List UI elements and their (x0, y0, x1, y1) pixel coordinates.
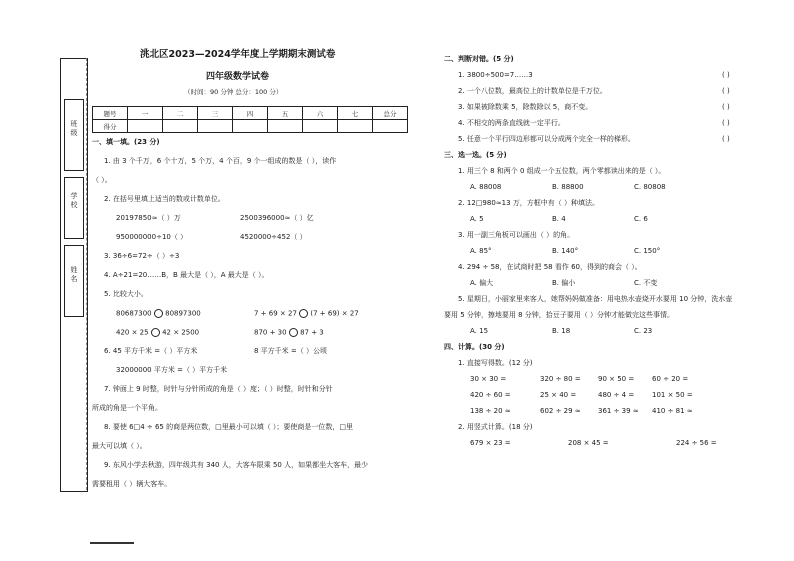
choice-option: B. 88800 (552, 183, 584, 191)
q9-line1: 9. 东风小学去秋游，四年级共有 340 人，大客车限乘 50 人，如果都坐大客车，最少 (104, 461, 369, 469)
q2-item: 4520000÷452（ ） (240, 233, 307, 241)
name-box (64, 245, 84, 317)
calc-item: 25 × 40 = (540, 391, 577, 399)
judge-item: 4. 不相交的两条直线就一定平行。 (458, 119, 565, 127)
score-cell: 三 (198, 107, 233, 120)
compare-item (116, 328, 199, 338)
q5-line: 5. 比较大小。 (104, 290, 148, 298)
choice-question: 2. 12□980≈13 万，方框中有（ ）种填法。 (458, 199, 600, 207)
q6-item: 8 平方千米 =（ ）公顷 (254, 347, 327, 355)
choice-question: 3. 用一副三角板可以画出（ ）的角。 (458, 231, 575, 239)
school-label: 学校 (70, 192, 78, 210)
time-note: （时间：90 分钟 总分：100 分） (184, 88, 283, 96)
class-box (64, 99, 84, 171)
choice-option: B. 偏小 (552, 279, 576, 287)
section2-heading: 二、判断对错。(5 分) (444, 55, 514, 63)
choice-option: A. 15 (470, 327, 489, 335)
score-input[interactable] (163, 120, 198, 133)
compare-left: 420 × 25 (116, 328, 149, 337)
score-input[interactable] (233, 120, 268, 133)
compare-right: 87 + 3 (300, 328, 324, 337)
calc-item: 60 ÷ 20 = (652, 375, 689, 383)
choice-question: 5. 星期日，小丽家里来客人，她帮妈妈做准备：用电热水壶烧开水要用 10 分钟，洗水壶 (458, 295, 733, 303)
calc-item: 320 ÷ 80 = (540, 375, 581, 383)
choice-option: C. 80808 (634, 183, 666, 191)
compare-circle[interactable] (151, 328, 160, 337)
q2-line: 2. 在括号里填上适当的数或计数单位。 (104, 195, 225, 203)
judge-answer-paren[interactable]: ( ) (722, 135, 730, 143)
score-cell: 总分 (373, 107, 408, 120)
judge-answer-paren[interactable]: ( ) (722, 119, 730, 127)
choice-option: A. 偏大 (470, 279, 494, 287)
calc-item: 101 × 50 = (652, 391, 693, 399)
judge-answer-paren[interactable]: ( ) (722, 71, 730, 79)
score-cell: 一 (128, 107, 163, 120)
q2-item: 950000000÷10（ ） (116, 233, 188, 241)
calc-item: 30 × 30 = (470, 375, 507, 383)
score-input[interactable] (128, 120, 163, 133)
q1-line1: 1. 由 3 个千万，6 个十万，5 个万，4 个百，9 个一组成的数是（ ），读作 (104, 157, 337, 165)
cut-line (86, 58, 87, 490)
class-label: 班级 (70, 120, 78, 138)
school-box (64, 177, 84, 239)
binding-strip (60, 58, 88, 492)
compare-circle[interactable] (299, 309, 308, 318)
calc-item: 602 ÷ 29 ≈ (540, 407, 581, 415)
q8-line1: 8. 要使 6□4 ÷ 65 的商是两位数，□里最小可以填（ ）；要使商是一位数，□里 (104, 423, 354, 431)
calc-item: 480 ÷ 4 = (598, 391, 635, 399)
choice-option: A. 5 (470, 215, 484, 223)
judge-item: 3. 如果被除数乘 5，除数除以 5，商不变。 (458, 103, 593, 111)
compare-left: 80687300 (116, 309, 152, 318)
score-cell: 得分 (93, 120, 128, 133)
exam-subtitle: 四年级数学试卷 (206, 72, 270, 82)
score-table (92, 106, 408, 133)
score-cell: 四 (233, 107, 268, 120)
compare-circle[interactable] (154, 309, 163, 318)
compare-item (254, 328, 324, 338)
judge-item: 1. 3800÷500=7……3 (458, 71, 533, 79)
q6-item: 32000000 平方米 =（ ）平方千米 (116, 366, 228, 374)
score-input[interactable] (198, 120, 233, 133)
calc-item: 410 ÷ 81 ≈ (652, 407, 693, 415)
judge-answer-paren[interactable]: ( ) (722, 87, 730, 95)
judge-item: 2. 一个八位数，最高位上的计数单位是千万位。 (458, 87, 607, 95)
choice-option: A. 88008 (470, 183, 502, 191)
q7-line2: 所成的角是一个平角。 (92, 404, 162, 412)
score-cell: 六 (303, 107, 338, 120)
choice-option: C. 150° (634, 247, 661, 255)
choice-option: A. 85° (470, 247, 492, 255)
choice-question: 4. 294 ÷ 58，在试商时把 58 看作 60，得到的商会（ ）。 (458, 263, 642, 271)
compare-item (254, 309, 359, 319)
q9-line2: 需要租用（ ）辆大客车。 (92, 480, 172, 488)
q6-item: 6. 45 平方千米 =（ ）平方米 (104, 347, 198, 355)
vertical-calc-item: 679 × 23 = (470, 439, 511, 447)
calc-item: 138 ÷ 20 ≈ (470, 407, 511, 415)
compare-left: 7 + 69 × 27 (254, 309, 297, 318)
score-header-row (93, 107, 408, 120)
calc-item: 361 ÷ 39 ≈ (598, 407, 639, 415)
compare-right: 42 × 2500 (162, 328, 200, 337)
q3-line: 3. 36÷6=72÷（ ）÷3 (104, 252, 180, 260)
score-cell: 二 (163, 107, 198, 120)
q1-line2: （ ）。 (92, 176, 112, 184)
q8-line2: 最大可以填（ ）。 (92, 442, 147, 450)
q7-line1: 7. 钟面上 9 时整，时针与分针所成的角是（ ）度；（ ）时整，时针和分针 (104, 385, 333, 393)
compare-item (116, 309, 201, 319)
score-input[interactable] (373, 120, 408, 133)
choice-question: 1. 用三个 8 和两个 0 组成一个五位数，两个零都读出来的是（ ）。 (458, 167, 666, 175)
score-cell: 五 (268, 107, 303, 120)
compare-circle[interactable] (289, 328, 298, 337)
calc-sub1: 1. 直接写得数。(12 分) (458, 359, 533, 367)
score-value-row (93, 120, 408, 133)
compare-right: 80897300 (165, 309, 201, 318)
choice-option: B. 140° (552, 247, 579, 255)
calc-item: 420 ÷ 60 = (470, 391, 511, 399)
choice-option: B. 18 (552, 327, 571, 335)
judge-answer-paren[interactable]: ( ) (722, 103, 730, 111)
footer-rule (90, 542, 134, 544)
choice-option: C. 23 (634, 327, 653, 335)
q4-line: 4. A÷21=20……B，B 最大是（ ），A 最大是（ ）。 (104, 271, 269, 279)
score-cell: 七 (338, 107, 373, 120)
score-cell: 题号 (93, 107, 128, 120)
section3-heading: 三、选一选。(5 分) (444, 151, 507, 159)
judge-item: 5. 任意一个平行四边形都可以分成两个完全一样的梯形。 (458, 135, 635, 143)
vertical-calc-item: 224 ÷ 56 = (676, 439, 717, 447)
exam-title: 洮北区2023—2024学年度上学期期末测试卷 (140, 49, 336, 60)
score-input[interactable] (303, 120, 338, 133)
name-label: 姓名 (70, 266, 78, 284)
score-input[interactable] (268, 120, 303, 133)
calc-sub2: 2. 用竖式计算。(18 分) (458, 423, 533, 431)
section1-heading: 一、填一填。(23 分) (92, 138, 160, 146)
choice-question-cont: 要用 5 分钟，擦地要用 8 分钟，拾豆子要用（ ）分钟才能做完这些事情。 (444, 311, 675, 319)
compare-right: (7 + 69) × 27 (310, 309, 359, 318)
choice-option: B. 4 (552, 215, 566, 223)
calc-item: 90 × 50 = (598, 375, 635, 383)
vertical-calc-item: 208 × 45 = (568, 439, 609, 447)
choice-option: C. 不变 (634, 279, 658, 287)
section4-heading: 四、计算。(30 分) (444, 343, 505, 351)
q2-item: 20197850≈（ ）万 (116, 214, 181, 222)
compare-left: 870 + 30 (254, 328, 287, 337)
q2-item: 2500396000≈（ ）亿 (240, 214, 314, 222)
score-input[interactable] (338, 120, 373, 133)
choice-option: C. 6 (634, 215, 648, 223)
